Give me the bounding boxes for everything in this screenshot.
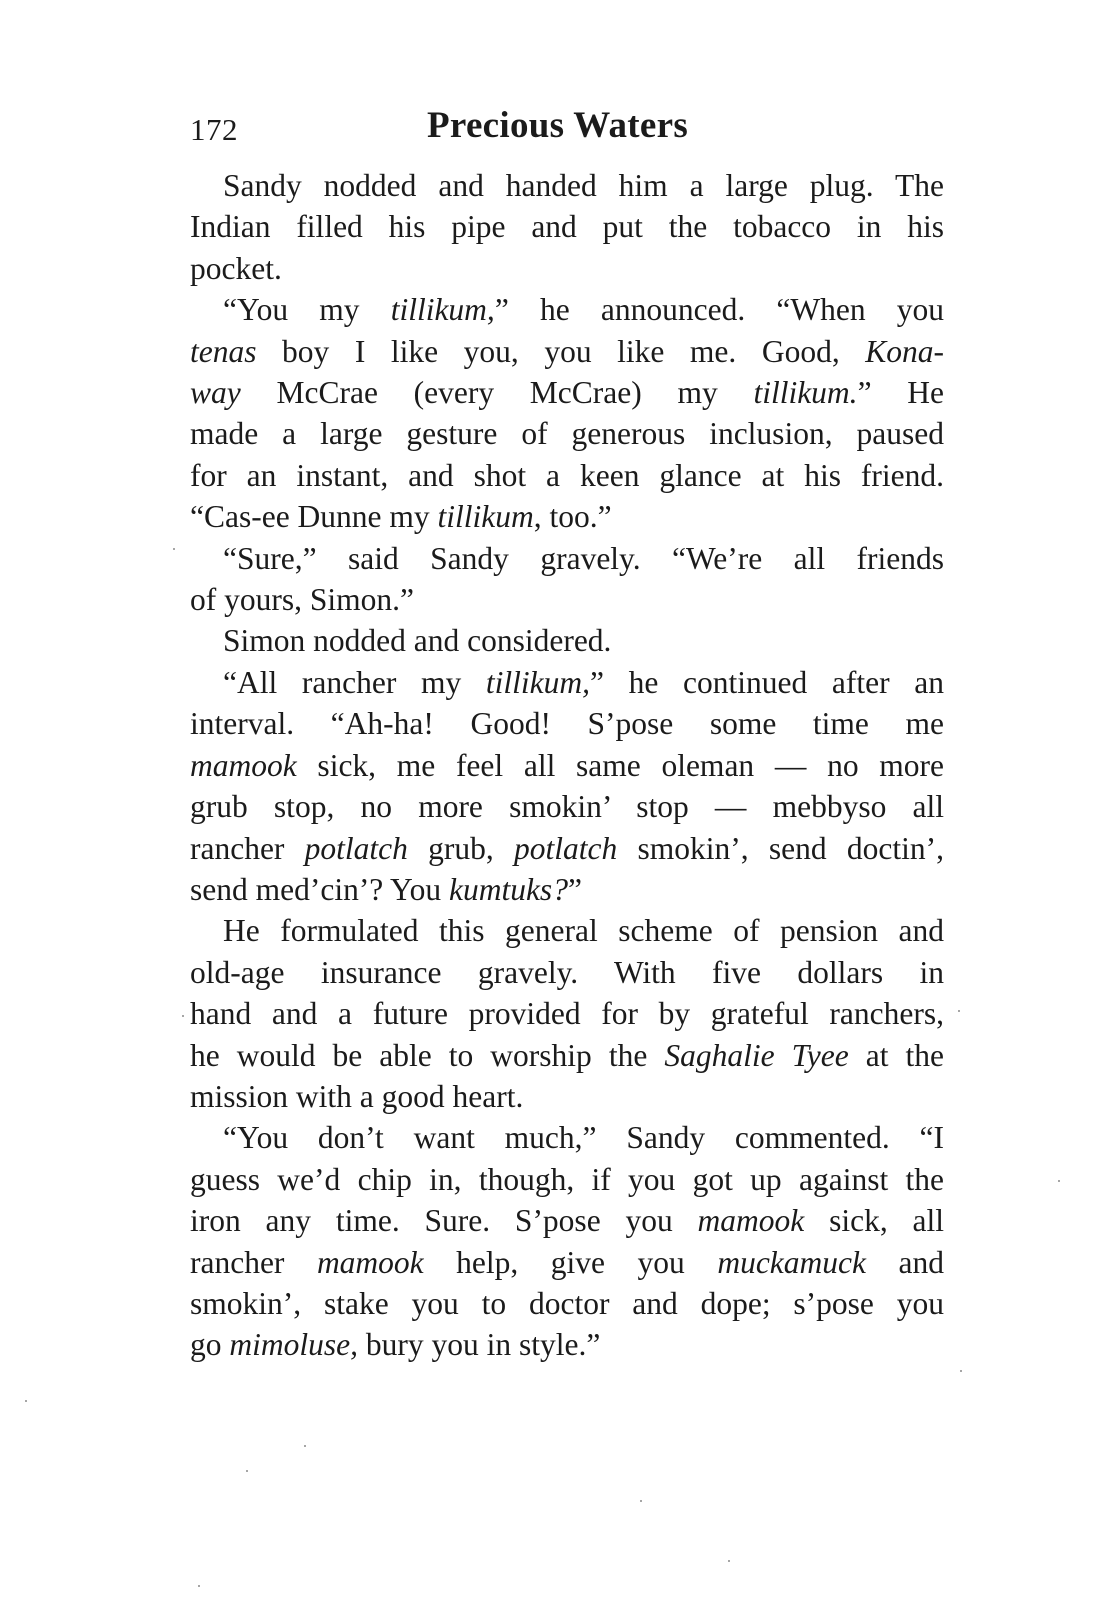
text-line xyxy=(190,786,944,827)
italic-word: Kona- xyxy=(865,333,944,369)
text-run: “All rancher my xyxy=(223,664,486,700)
scan-speck xyxy=(182,1015,184,1017)
text-line xyxy=(190,910,944,951)
paragraph xyxy=(190,910,944,1117)
page-number: 172 xyxy=(190,112,238,147)
text-run: ” he announced. “When you xyxy=(494,292,944,328)
scan-speck xyxy=(960,1370,962,1372)
text-run: sick, all xyxy=(804,1203,944,1239)
text-line xyxy=(190,248,944,289)
text-line xyxy=(190,703,944,744)
scan-speck xyxy=(246,1470,248,1472)
text-run: for an instant, and shot a keen glance at his friend. xyxy=(190,457,944,493)
scan-speck xyxy=(198,1585,200,1587)
italic-word: muckamuck xyxy=(717,1244,866,1280)
text-line xyxy=(190,1242,944,1283)
text-line xyxy=(190,1117,944,1158)
text-run: smokin’, send doctin’, xyxy=(617,830,944,866)
text-run: send med’cin’? You xyxy=(190,871,449,907)
text-run: and xyxy=(866,1244,944,1280)
text-run: pocket. xyxy=(190,250,282,286)
paragraph xyxy=(190,620,944,661)
text-run: guess we’d chip in, though, if you got up against the xyxy=(190,1161,944,1197)
text-run: mission with a good heart. xyxy=(190,1078,524,1114)
text-line xyxy=(190,1035,944,1076)
text-run: “Cas-ee Dunne my xyxy=(190,499,438,535)
text-run: ” xyxy=(567,871,582,907)
italic-word: Saghalie Tyee xyxy=(664,1037,849,1073)
text-line xyxy=(190,869,944,910)
italic-word: mimoluse, xyxy=(229,1327,358,1363)
italic-word: mamook xyxy=(697,1203,805,1239)
italic-word: mamook xyxy=(190,747,297,783)
scan-speck xyxy=(640,1500,642,1502)
italic-word: tenas xyxy=(190,333,257,369)
text-line xyxy=(190,372,944,413)
text-line xyxy=(190,538,944,579)
text-line xyxy=(190,455,944,496)
text-run: He formulated this general scheme of pension and xyxy=(223,913,944,949)
page-header xyxy=(190,104,944,154)
text-run: Simon nodded and considered. xyxy=(223,623,612,659)
text-line xyxy=(190,413,944,454)
text-run: go xyxy=(190,1327,230,1363)
text-line xyxy=(190,1076,944,1117)
text-run: sick, me feel all same oleman — no more xyxy=(296,747,944,783)
italic-word: potlatch xyxy=(304,830,408,866)
text-line xyxy=(190,993,944,1034)
running-title: Precious Waters xyxy=(427,105,689,146)
text-line xyxy=(190,1324,944,1365)
scan-speck xyxy=(958,1010,960,1012)
text-body xyxy=(190,165,944,1366)
scan-speck xyxy=(304,1445,306,1447)
text-run: , too.” xyxy=(533,499,612,535)
text-run: smokin’, stake you to doctor and dope; s’pose you xyxy=(190,1285,944,1321)
text-run: boy I like you, you like me. Good, xyxy=(256,333,866,369)
scan-speck xyxy=(25,1400,27,1402)
text-run: at the xyxy=(848,1037,945,1073)
text-line xyxy=(190,952,944,993)
text-run: interval. “Ah-ha! Good! S’pose some time me xyxy=(190,706,944,742)
italic-word: tillikum xyxy=(437,499,534,535)
text-run: ” He xyxy=(857,375,944,411)
text-run: “Sure,” said Sandy gravely. “We’re all friends xyxy=(223,540,944,576)
text-line xyxy=(190,331,944,372)
text-run: McCrae (every McCrae) my xyxy=(240,375,754,411)
paragraph xyxy=(190,538,944,621)
text-run: rancher xyxy=(190,830,305,866)
paragraph xyxy=(190,662,944,910)
text-run: of yours, Simon.” xyxy=(190,582,414,618)
text-run: Indian filled his pipe and put the tobacco in his xyxy=(190,209,944,245)
text-run: old-age insurance gravely. With five dollars in xyxy=(190,954,944,990)
text-run: “You my xyxy=(223,292,391,328)
text-run: grub, xyxy=(407,830,515,866)
text-line xyxy=(190,206,944,247)
text-line xyxy=(190,165,944,206)
text-line xyxy=(190,745,944,786)
text-line xyxy=(190,662,944,703)
italic-word: tillikum, xyxy=(390,292,495,328)
text-run: he would be able to worship the xyxy=(190,1037,665,1073)
text-run: grub stop, no more smokin’ stop — mebbyso all xyxy=(190,789,944,825)
text-run: rancher xyxy=(190,1244,317,1280)
scan-speck xyxy=(728,1560,730,1562)
text-line xyxy=(190,1159,944,1200)
italic-word: potlatch xyxy=(514,830,618,866)
italic-word: way xyxy=(190,375,241,411)
text-line xyxy=(190,828,944,869)
scan-speck xyxy=(1058,1180,1060,1182)
paragraph xyxy=(190,165,944,289)
italic-word: tillikum, xyxy=(485,664,591,700)
text-line xyxy=(190,620,944,661)
text-line xyxy=(190,1200,944,1241)
italic-word: tillikum. xyxy=(753,375,858,411)
text-run: Sandy nodded and handed him a large plug. The xyxy=(223,168,944,203)
text-run: hand and a future provided for by grateful ranchers, xyxy=(190,996,944,1032)
text-line xyxy=(190,289,944,330)
paragraph xyxy=(190,1117,944,1365)
text-run: “You don’t want much,” Sandy commented. “I xyxy=(223,1120,944,1156)
paragraph xyxy=(190,289,944,537)
scan-speck xyxy=(173,548,175,550)
text-run: help, give you xyxy=(423,1244,718,1280)
text-run: ” he continued after an xyxy=(590,664,944,700)
text-line xyxy=(190,1283,944,1324)
italic-word: mamook xyxy=(316,1244,424,1280)
text-line xyxy=(190,579,944,620)
italic-word: kumtuks? xyxy=(448,871,568,907)
text-run: made a large gesture of generous inclusion, paused xyxy=(190,416,944,452)
text-run: bury you in style.” xyxy=(358,1327,601,1363)
text-line xyxy=(190,496,944,537)
text-run: iron any time. Sure. S’pose you xyxy=(190,1203,698,1239)
